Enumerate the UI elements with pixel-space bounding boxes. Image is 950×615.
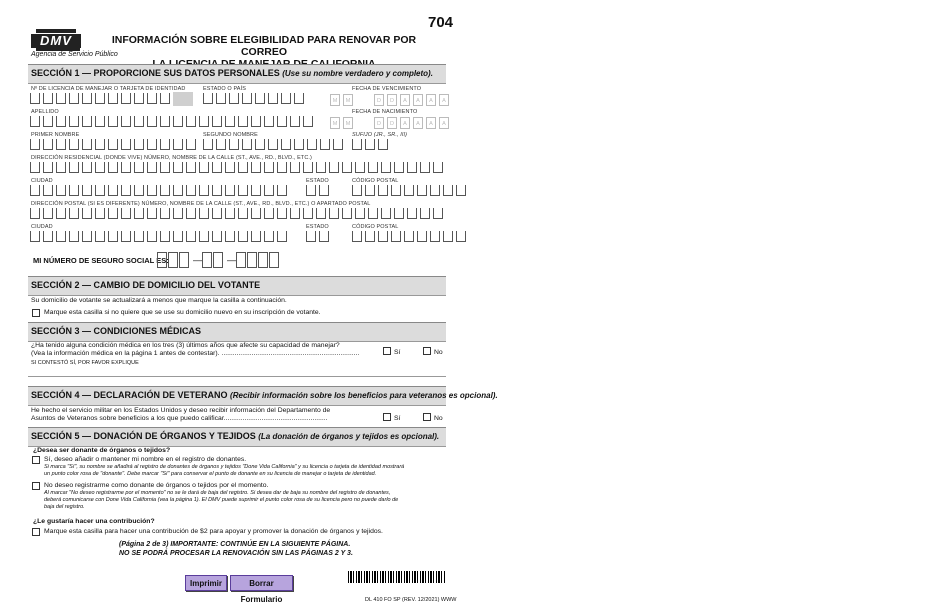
title-line-1: INFORMACIÓN SOBRE ELEGIBILIDAD PARA RENOVAR POR CORREO [111,34,417,58]
important-notice-1: (Página 2 de 3) IMPORTANTE: CONTINÚE EN LA SIGUIENTE PÁGINA. [119,541,351,548]
city-label: CIUDAD [31,178,53,184]
middle-name-input[interactable] [203,139,346,152]
donor-yes-label: Sí, deseo añadir o mantener mi nombre en el registro de donantes. [44,456,247,463]
state2-label: ESTADO [306,224,329,230]
section-1-subtitle: (Use su nombre verdadero y completo). [282,69,433,78]
expiration-label: FECHA DE VENCIMIENTO [352,86,422,92]
print-button[interactable]: Imprimir [185,575,227,591]
contribution-label: Marque esta casilla para hacer una contribución de $2 para apoyar y promover la donación de órganos y tejidos. [44,528,383,535]
veteran-line1: He hecho el servicio militar en los Estados Unidos y deseo recibir información del Departamento de [31,407,331,414]
voter-opt-out-label: Marque esta casilla si no quiere que se use su domicilio nuevo en su inscripción de votante. [44,309,321,316]
mailing-address-input[interactable] [30,208,446,221]
residence-label: DIRECCIÓN RESIDENCIAL (DONDE VIVE) NÚMERO, NOMBRE DE LA CALLE (ST., AVE., RD., BLVD., ETC.) [31,155,312,161]
explain-line[interactable] [28,376,446,377]
section-4-title: SECCIÓN 4 — DECLARACIÓN DE VETERANO [31,390,228,400]
section-2-title: SECCIÓN 2 — CAMBIO DE DOMICILIO DEL VOTANTE [31,280,261,290]
middle-name-label: SEGUNDO NOMBRE [203,132,258,138]
section-2-header [28,276,446,296]
section-3-header [28,322,446,342]
clear-form-button[interactable]: Borrar Formulario [230,575,293,591]
donor-no-note-2: deberá comunicarse con Done Vida California (vea la página 1). El DMV puede suprimir el punto color rosa de su licencia pero no puede darlo de [44,497,399,503]
contribution-question: ¿Le gustaría hacer una contribución? [33,518,155,525]
license-number-input[interactable] [30,93,173,106]
medical-no-checkbox[interactable] [423,347,431,355]
ssn-dash-1: — [193,255,202,265]
section-3-title: SECCIÓN 3 — CONDICIONES MÉDICAS [31,326,202,336]
residence-address-input[interactable] [30,162,446,175]
donor-no-note-1: Al marcar "No deseo registrarme por el momento" no se le dará de baja del registro. Si desea dar de baja su nombre del registro de donantes, [44,490,391,496]
contribution-checkbox[interactable] [32,528,40,536]
suffix-label: SUFIJO (JR., SR., III) [352,132,408,138]
ssn-dash-2: — [227,255,236,265]
zip-label: CÓDIGO POSTAL [352,178,399,184]
veteran-no-label: No [434,415,443,422]
medical-yes-label: Sí [394,349,401,356]
section-5-title: SECCIÓN 5 — DONACIÓN DE ÓRGANOS Y TEJIDOS [31,431,256,441]
medical-question-line2: (Vea la información médica en la página 1 antes de contestar). ......................................................................... [31,350,360,357]
license-label: Nº DE LICENCIA DE MANEJAR O TARJETA DE IDENTIDAD [31,86,186,92]
important-notice-2: NO SE PODRÁ PROCESAR LA RENOVACIÓN SIN LAS PÁGINAS 2 Y 3. [119,550,353,557]
ssn-part-2[interactable] [202,252,224,268]
donor-question: ¿Desea ser donante de órganos o tejidos? [33,447,171,454]
zip-input[interactable] [352,185,469,198]
state-country-label: ESTADO O PAÍS [203,86,246,92]
voter-text: Su domicilio de votante se actualizará a menos que marque la casilla a continuación. [31,297,287,304]
donor-no-label: No deseo registrarme como donante de órganos o tejidos por el momento. [44,482,269,489]
license-shaded-area [173,92,193,106]
ssn-part-1[interactable] [157,252,190,268]
city2-label: CIUDAD [31,224,53,230]
voter-opt-out-checkbox[interactable] [32,309,40,317]
first-name-label: PRIMER NOMBRE [31,132,80,138]
section-1-header [28,64,446,84]
veteran-yes-checkbox[interactable] [383,413,391,421]
zip2-label: CÓDIGO POSTAL [352,224,399,230]
barcode [348,571,446,583]
veteran-line2: Asuntos de Veteranos sobre beneficios a los que puedo calificar....................................................... [31,415,328,422]
section-4-subtitle: (Recibir información sobre los beneficios para veteranos es opcional). [230,391,498,400]
donor-yes-note-2: un punto color rosa de "donante". Debe marcar "Sí" para conservar el punto de donante en su licencia de manejar o tarjeta de identidad. [44,471,377,477]
state2-input[interactable] [306,231,332,244]
veteran-no-checkbox[interactable] [423,413,431,421]
medical-yes-checkbox[interactable] [383,347,391,355]
city2-input[interactable] [30,231,290,244]
section-4-header [28,386,498,406]
city-input[interactable] [30,185,290,198]
first-name-input[interactable] [30,139,199,152]
dmv-logo: DMV [31,34,81,48]
form-number: 704 [428,14,454,31]
section-1-title: SECCIÓN 1 — PROPORCIONE SUS DATOS PERSONALES [31,68,280,78]
last-name-input[interactable] [30,116,316,129]
mailing-label: DIRECCIÓN POSTAL (SI ES DIFERENTE) NÚMERO, NOMBRE DE LA CALLE (ST., AVE., RD., BLVD., ETC.) O APARTADO POSTAL [31,201,371,207]
donor-yes-note-1: Si marca "Sí", su nombre se añadirá al registro de donantes de órganos y tejidos "Done Vida California" y su licencia o tarjeta de identidad mostrará [44,464,405,470]
form-code: DL 410 FO SP (REV. 12/2021) WWW [365,597,457,603]
expiration-date-input[interactable]: M M D D A A A A [330,94,452,107]
ssn-part-3[interactable] [236,252,280,268]
agency-tagline: Agencia de Servicio Público [31,51,118,58]
last-name-label: APELLIDO [31,109,59,115]
section-5-subtitle: (La donación de órganos y tejidos es opcional). [258,432,440,441]
veteran-yes-label: Sí [394,415,401,422]
donor-no-checkbox[interactable] [32,482,40,490]
section-5-header [28,427,446,447]
donor-yes-checkbox[interactable] [32,456,40,464]
medical-question-line1: ¿Ha tenido alguna condición médica en los tres (3) últimos años que afecte su capacidad de manejar? [31,342,340,349]
donor-no-note-3: baja del registro. [44,504,85,510]
state-input[interactable] [306,185,332,198]
ssn-label: MI NÚMERO DE SEGURO SOCIAL ES: [33,256,169,265]
suffix-input[interactable] [352,139,391,152]
medical-explain-label: SI CONTESTÓ SÍ, POR FAVOR EXPLIQUE [31,360,139,366]
birthdate-input[interactable]: M M D D A A A A [330,117,452,130]
state-country-input[interactable] [203,93,307,106]
medical-no-label: No [434,349,443,356]
birthdate-label: FECHA DE NACIMIENTO [352,109,418,115]
zip2-input[interactable] [352,231,469,244]
state-label: ESTADO [306,178,329,184]
